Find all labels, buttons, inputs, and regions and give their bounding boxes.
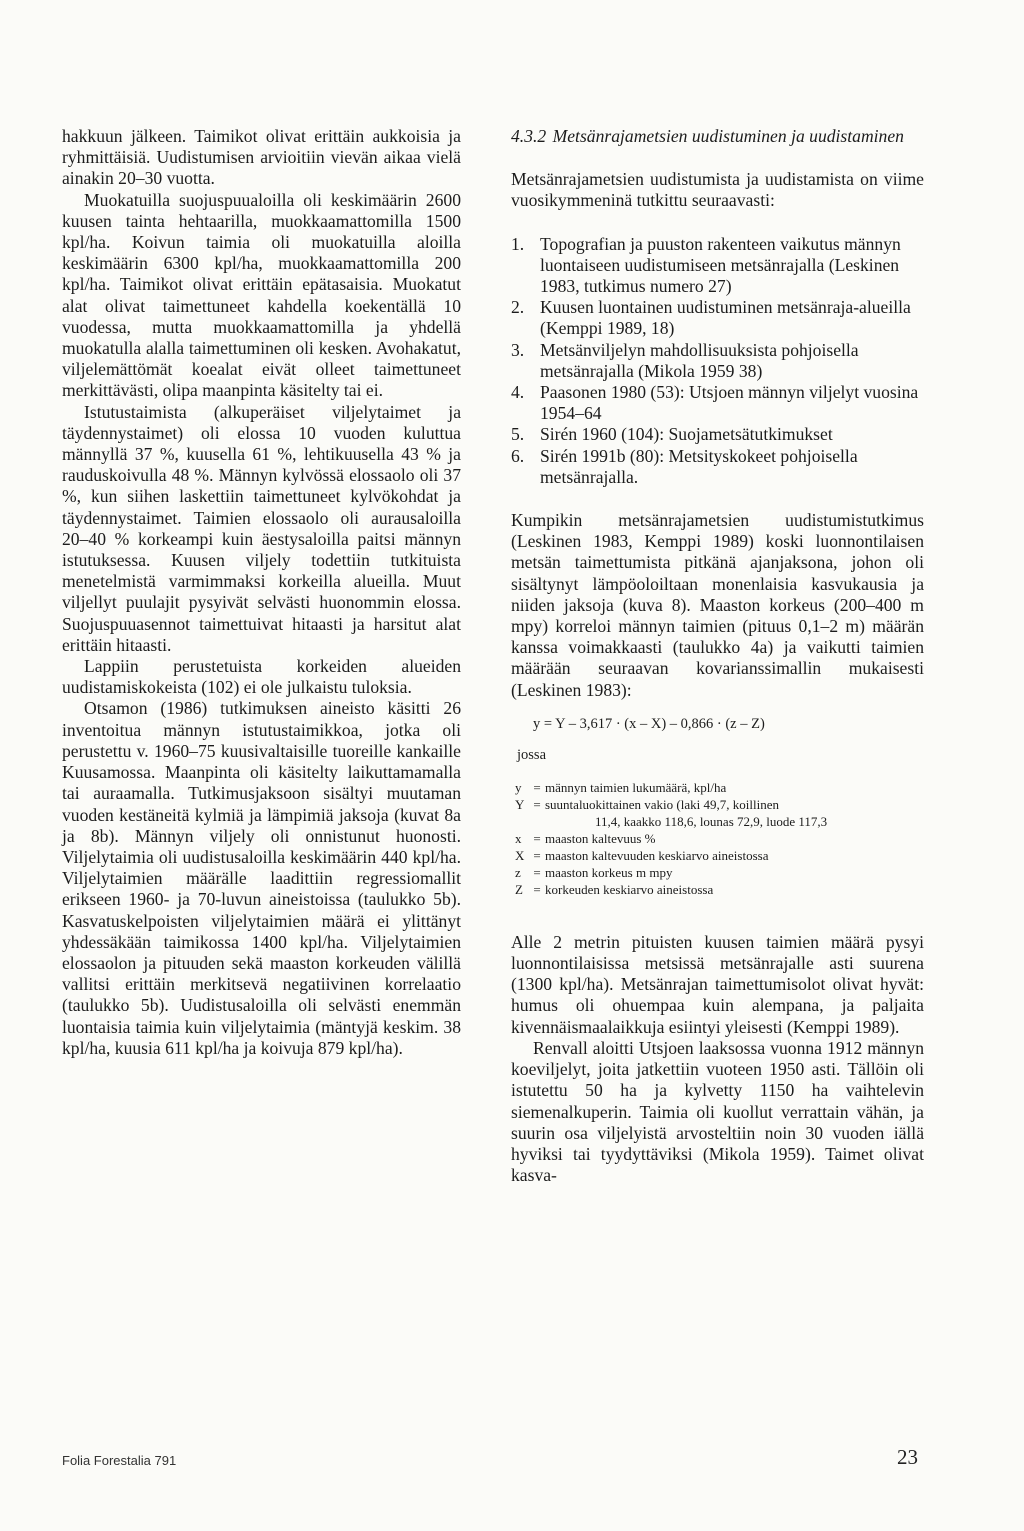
paragraph: Lappiin perustetuista korkeiden alueiden uudistamiskokeista (102) ei ole julkaistu tuloksia. — [62, 656, 461, 698]
paragraph: Kumpikin metsänrajametsien uudistumistutkimus (Leskinen 1983, Kemppi 1989) koski luonnontilaisen metsän taimettumista pitkänä ajanjaksona, johon oli sisältynyt lämpöoloiltaan monenlaisia kasvukausia ja niiden jaksoja (kuva 8). Maaston korkeus (200–400 m mpy) korreloi männyn taimien (pituus 0,1–2 m) määrän kanssa voimakkaasti (taulukko 4a) ja vaikutti taimien määrään seuraavan kovarianssimallin mukaisesti (Leskinen 1983): — [511, 510, 924, 700]
list-item — [511, 340, 924, 382]
definition-text: 11,4, kaakko 118,6, lounas 72,9, luode 117,3 — [595, 813, 828, 829]
definition-text: korkeuden keskiarvo aineistossa — [545, 881, 714, 897]
definition-row — [515, 864, 827, 881]
definition-symbol: y — [515, 779, 522, 795]
list-text: Sirén 1960 (104): Suojametsätutkimukset — [540, 424, 833, 445]
definition-row — [515, 881, 827, 898]
definition-equals: = — [533, 864, 541, 880]
definition-text: suuntaluokittainen vakio (laki 49,7, koillinen — [545, 796, 779, 812]
definition-equals: = — [533, 796, 541, 812]
list-text: Paasonen 1980 (53): Utsjoen männyn viljelyt vuosina 1954–64 — [540, 382, 919, 424]
definition-equals: = — [533, 881, 541, 897]
list-number: 3. — [511, 339, 525, 360]
definition-text: männyn taimien lukumäärä, kpl/ha — [545, 779, 727, 795]
section-title: Metsänrajametsien uudistuminen ja uudistaminen — [552, 126, 904, 146]
list-item — [511, 446, 924, 488]
definition-text: maaston kaltevuus % — [545, 830, 656, 846]
paragraph: Muokatuilla suojuspuualoilla oli keskimäärin 2600 kuusen tainta hehtaarilla, muokkaamattomilla 1500 kpl/ha. Koivun taimia oli muokatuilla aloilla keskimäärin 6300 kpl/ha, muokkaamattomilla 200 kpl/ha. Taimikot olivat erittäin epätasaisia. Muokatut alat olivat taimettuneet kahdella koekentällä 10 vuodessa, mutta muokkaamattomilla ja yhdellä muokatulla alalla taimettuminen oli kesken. Avohakatut, viljelemättömät koealat eivät olleet taimettuneet merkittävästi, olipa maanpinta käsitelty tai ei. — [62, 189, 461, 401]
definition-text: maaston kaltevuuden keskiarvo aineistossa — [545, 847, 769, 863]
definition-equals: = — [533, 847, 541, 863]
definition-equals: = — [533, 779, 541, 795]
paragraph: Alle 2 metrin pituisten kuusen taimien määrä pysyi luonnontilaisissa metsissä metsänrajalle asti suurena (1300 kpl/ha). Metsänrajan taimettumisolot olivat hyvät: humus oli ohuempaa kuin alempana, ja paljaita kivennäismaalaikkuja esiintyi yleisesti (Kemppi 1989). — [511, 931, 924, 1037]
paragraph: Renvall aloitti Utsjoen laaksossa vuonna 1912 männyn koeviljelyt, joita jatkettiin vuoteen 1950 asti. Tällöin oli istutettu 50 ha ja kylvetty 1150 ha vaihtelevin siemenalkuperin. Taimia oli kuollut verrattain vähän, ja suurin osa viljelyistä arvosteltiin noin 30 vuoden iällä hyviksi tai tyydyttäviksi (Mikola 1959). Taimet olivat kasva- — [511, 1037, 924, 1186]
list-text: Topografian ja puuston rakenteen vaikutus männyn luontaiseen uudistumiseen metsänrajalla (Leskinen 1983, tutkimus numero 27) — [540, 233, 901, 297]
definition-symbol: Z — [515, 881, 523, 897]
list-number: 6. — [511, 445, 525, 466]
definition-row — [515, 779, 827, 796]
list-item — [511, 297, 924, 339]
journal-footer: Folia Forestalia 791 — [62, 1453, 177, 1468]
list-item — [511, 382, 924, 424]
list-item — [511, 424, 924, 445]
definition-text: maaston korkeus m mpy — [545, 864, 673, 880]
list-number: 5. — [511, 424, 525, 445]
definition-symbol: x — [515, 830, 522, 846]
definition-symbol: z — [515, 864, 521, 880]
definition-equals: = — [533, 830, 541, 846]
definition-symbol: X — [515, 847, 525, 863]
intro-paragraph: Metsänrajametsien uudistumista ja uudistamista on viime vuosikymmeninä tutkittu seuraavasti: — [511, 169, 924, 211]
paragraph: hakkuun jälkeen. Taimikot olivat erittäin aukkoisia ja ryhmittäisiä. Uudistumisen arvioitiin vievän aikaa vielä ainakin 20–30 vuotta. — [62, 126, 461, 189]
list-text: Metsänviljelyn mahdollisuuksista pohjoisella metsänrajalla (Mikola 1959 38) — [540, 339, 859, 381]
paragraph: Istutustaimista (alkuperäiset viljelytaimet ja täydennystaimet) oli elossa 10 vuoden kuluttua männyllä 37 %, kuusella 61 %, lehtikuusella 43 % ja rauduskoivulla 48 %. Männyn kylvössä elossaolo oli 37 %, kun siihen laskettiin taimettuneet kylvökohdat ja täydennystaimet. Taimien elossaolo oli aurausaloilla 20–40 % korkeampi kuin äestysaloilla paitsi männyn istutuksessa. Kuusen viljely todettiin tutkituista menetelmistä varmimmaksi korkeilla alueilla. Muut viljellyt puulajit pysyivät selvästi huonommin elossa. Suojuspuuasennot taimettuivat hitaasti ja harsitut alat erittäin hitaasti. — [62, 401, 461, 655]
list-number: 4. — [511, 382, 525, 403]
page-number: 23 — [897, 1445, 918, 1469]
formula-where-label: jossa — [517, 746, 546, 763]
definition-row — [515, 847, 827, 864]
covariance-formula: y = Y – 3,617 · (x – X) – 0,866 · (z – Z) — [533, 715, 765, 732]
formula-definitions — [515, 779, 827, 898]
definition-row — [515, 813, 827, 830]
section-number: 4.3.2 — [511, 126, 547, 146]
section-heading — [511, 126, 924, 147]
right-column — [511, 126, 924, 1186]
definition-row — [515, 796, 827, 813]
list-text: Sirén 1991b (80): Metsityskokeet pohjoisella metsänrajalla. — [540, 445, 858, 487]
definition-row — [515, 830, 827, 847]
study-list — [511, 234, 924, 488]
left-column — [62, 126, 461, 1059]
list-text: Kuusen luontainen uudistuminen metsänraja-alueilla (Kemppi 1989, 18) — [540, 297, 911, 339]
list-item — [511, 234, 924, 298]
list-number: 1. — [511, 233, 525, 254]
paragraph: Otsamon (1986) tutkimuksen aineisto käsitti 26 inventoitua männyn istutustaimikkoa, jotka oli perustettu v. 1960–75 kuusivaltaisille tuoreille kankaille Kuusamossa. Maanpinta oli käsitelty laikuttamamalla tai auraamalla. Tutkimusjaksoon sisältyi muutaman vuoden kestäneitä kylmiä ja lämpimiä jaksoja (kuvat 8a ja 8b). Männyn viljely oli onnistunut huonosti. Viljelytaimia oli uudistusaloilla keskimäärin 440 kpl/ha. Viljelytaimien määrälle laadittiin regressiomallit erikseen 1960- ja 70-luvun aineistoissa (taulukko 5b). Kasvatuskelpoisten viljelytaimien määrä ei ylittänyt yhdessäkään taimikossa 1400 kpl/ha. Viljelytaimien elossaolon ja pituuden sekä maaston korkeuden välillä vallitsi erittäin merkitsevä negatiivinen korrelaatio (taulukko 5b). Uudistusaloilla oli selvästi enemmän luontaisia taimia kuin viljelytaimia (mäntyjä keskim. 38 kpl/ha, kuusia 611 kpl/ha ja koivuja 879 kpl/ha). — [62, 698, 461, 1058]
list-number: 2. — [511, 297, 525, 318]
definition-symbol: Y — [515, 796, 525, 812]
